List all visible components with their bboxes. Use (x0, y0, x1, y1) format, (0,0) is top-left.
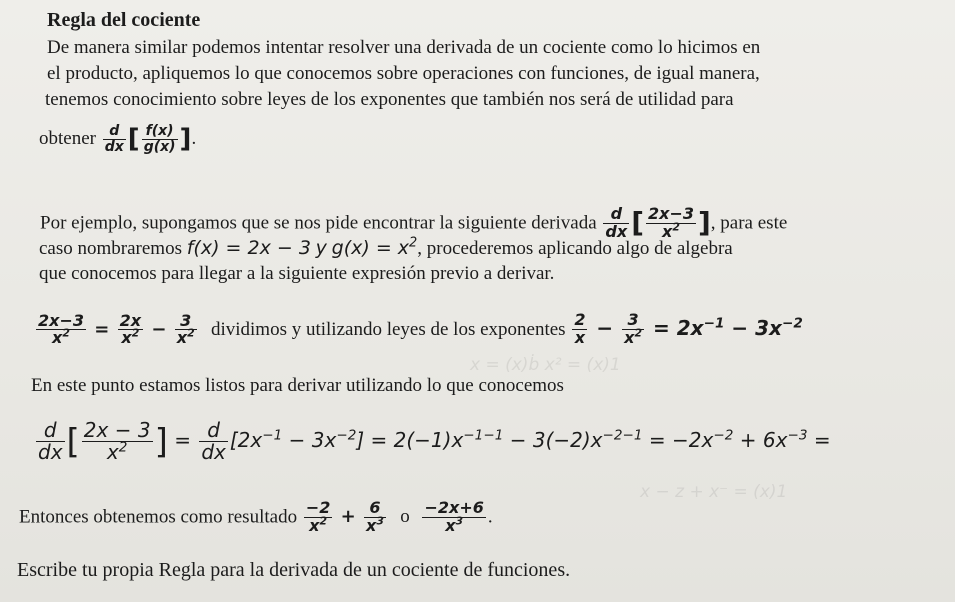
exponent-form-expression: $\frac{2}{x}$ − $\frac{3}{x^2}$ = $2x^{-1} - 3x^{-2}$ (574, 310, 803, 347)
result-line: Entonces obtenemos como resultado $\frac{-2}{x^2}$ + $\frac{6}{x^3}$ o $\frac{-2x+6}{x^3}$ . (19, 498, 493, 535)
derivative-example-expression: $\frac{d}{dx}$ [ $\frac{2x-3}{x^2}$ ] (605, 204, 711, 241)
paragraph-2-line-1: Por ejemplo, supongamos que se nos pide encontrar la siguiente derivada $\frac{d}{dx}$ [ $\frac{2x-3}{x^2}$ ], para este (40, 204, 788, 241)
paragraph-1-line-4: obtener $\frac{d}{dx}$ [ $\frac{f(x)}{g(x)}$ ]. (39, 123, 197, 155)
paragraph-2-line-3: que conocemos para llegar a la siguiente expresión previo a derivar. (39, 263, 555, 284)
paragraph-1-line-3: tenemos conocimiento sobre leyes de los exponentes que también nos será de utilidad para (45, 89, 734, 110)
bleed-through-text-2: x − z + x⁻ = (x)1 (640, 482, 788, 502)
equation-2 (34, 420, 831, 463)
fraction-split-expression: $\frac{2x-3}{x^2}$ = $\frac{2x}{x^2}$ − $\frac{3}{x^2}$ (38, 310, 195, 348)
paragraph-1-line-1: De manera similar podemos intentar resolver una derivada de un cociente como lo hicimos en (47, 37, 761, 58)
result-combined-expression: $\frac{-2x+6}{x^3}$ (424, 498, 484, 535)
derivative-full-expression: $\frac{d}{dx}$ [ $\frac{2x - 3}{x^2}$ ] = $\frac{d}{dx}$ $[2x^{-1} - 3x^{-2}] = 2(-1)x^{-1-1} - 3(-2)x^{-2-1} = -2x^{-2} + 6x^{-3}$ = (38, 418, 831, 464)
paragraph-2-line-2: caso nombraremos f(x) = 2x − 3 y $g(x) = x^2$, procederemos aplicando algo de algebra (39, 235, 733, 259)
derivative-fg-expression: $\frac{d}{dx}$ [ $\frac{f(x)}{g(x)}$ ] (104, 123, 192, 155)
bleed-through-text: x = (x)ḃ x² = (x)1 (470, 355, 621, 375)
paragraph-1-line-2: el producto, apliquemos lo que conocemos sobre operaciones con funciones, de igual manera, (47, 63, 760, 84)
equation-1: $\frac{2x-3}{x^2}$ = $\frac{2x}{x^2}$ − $\frac{3}{x^2}$ dividimos y utilizando leyes de los exponentes $\frac{2}{x}$ − $\frac{3}{x^2}$ = $2x^{-1} - 3x^{-2}$ (34, 312, 803, 347)
paragraph-3: En este punto estamos listos para derivar utilizando lo que conocemos (31, 375, 564, 396)
instruction-text: Escribe tu propia Regla para la derivada de un cociente de funciones. (17, 559, 571, 581)
section-title: Regla del cociente (47, 9, 201, 31)
result-expression: $\frac{-2}{x^2}$ + $\frac{6}{x^3}$ (305, 498, 384, 535)
